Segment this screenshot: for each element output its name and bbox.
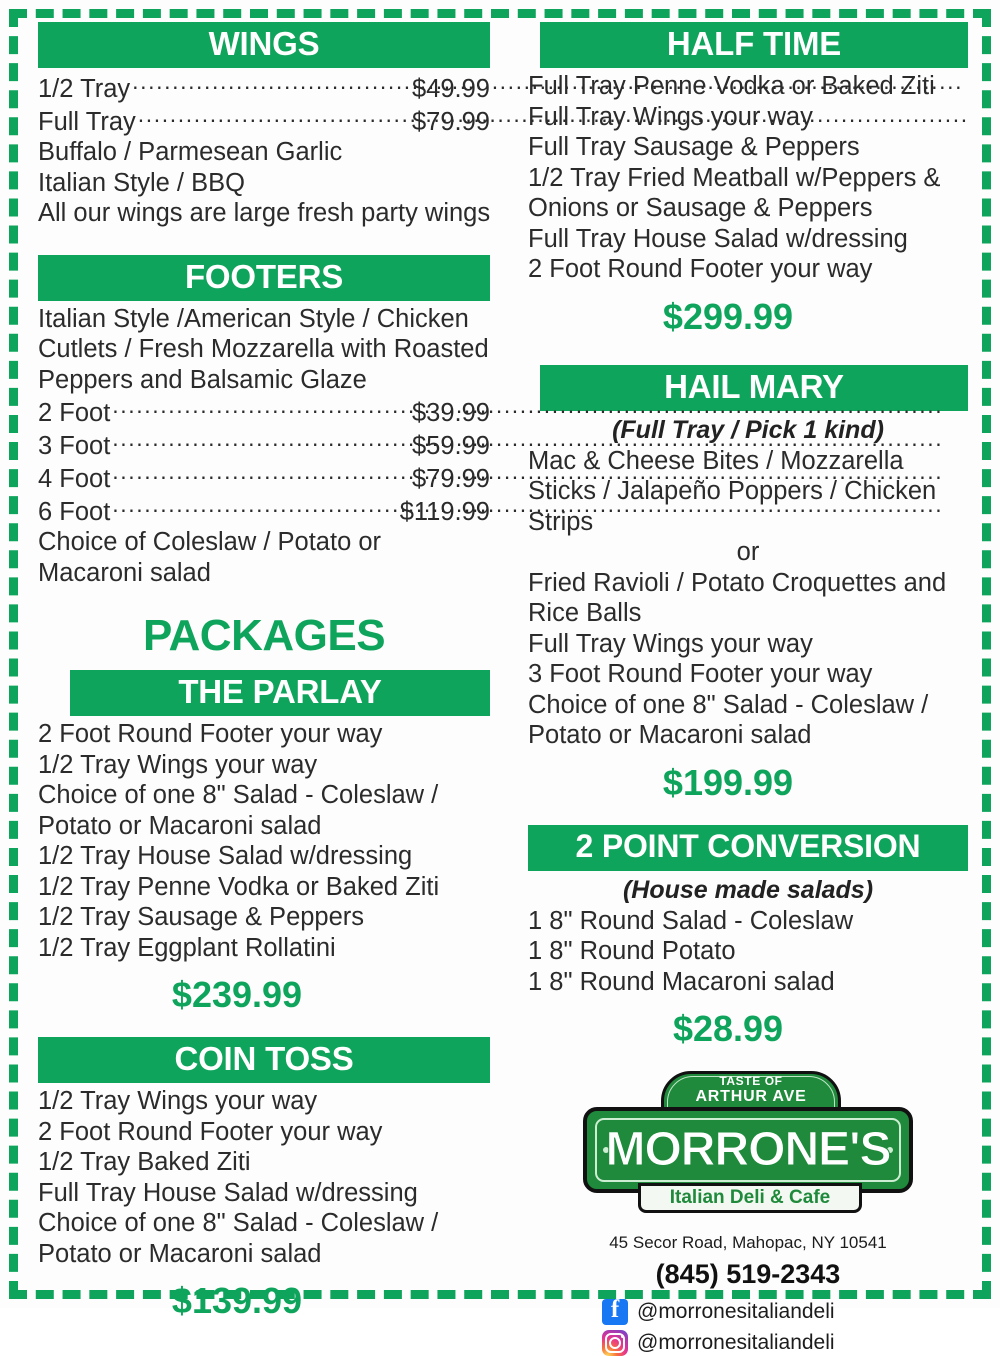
footers-item-price: $39.99	[412, 398, 490, 427]
list-item: 1 8" Round Salad - Coleslaw	[528, 906, 854, 935]
list-item: Fried Ravioli / Potato Croquettes and Rice Balls	[528, 568, 947, 627]
section-footers	[38, 255, 490, 589]
spacer	[38, 229, 490, 255]
hail-mary-price: $199.99	[662, 761, 794, 803]
logo-top-text	[661, 1074, 841, 1106]
the-parlay-price: $239.99	[171, 974, 303, 1015]
list-item: 3 Foot Round Footer your way	[528, 660, 873, 688]
logo-taste-of-line: TASTE OF	[719, 1074, 783, 1088]
list-item: 1/2 Tray Eggplant Rollatini	[38, 933, 336, 962]
list-item: Full Tray House Salad w/dressing	[38, 1178, 418, 1207]
wings-item-name: 1/2 Tray	[38, 74, 131, 103]
footers-item-name: 3 Foot	[38, 431, 111, 460]
section-the-parlay	[38, 670, 490, 1017]
wings-item-name: Full Tray	[38, 107, 136, 136]
footers-price-row	[38, 494, 490, 527]
list-item: 2 Foot Round Footer your way	[528, 255, 873, 283]
footers-item-name: 2 Foot	[38, 398, 111, 427]
footers-choice-list	[38, 527, 490, 588]
hail-mary-header: HAIL MARY	[540, 365, 968, 411]
facebook-handle: @morronesitaliandeli	[637, 1300, 835, 1323]
spacer	[38, 1017, 490, 1037]
two-point-conversion-header: 2 POINT CONVERSION	[528, 825, 968, 871]
list-item: 1/2 Tray Sausage & Peppers	[38, 903, 365, 931]
leader-dots	[138, 104, 411, 130]
instagram-icon	[602, 1330, 628, 1356]
or-separator: or	[736, 538, 760, 566]
list-item: Choice of one 8" Salad - Coleslaw / Potato or Macaroni salad	[38, 1209, 439, 1268]
list-item: 2 Foot Round Footer your way	[38, 720, 383, 748]
section-wings	[38, 22, 490, 229]
list-item: Italian Style / BBQ	[38, 168, 245, 197]
logo-brand-name: MORRONE'S	[605, 1123, 891, 1176]
logo-tagline: Italian Deli & Cafe	[669, 1187, 831, 1208]
list-item: 1/2 Tray Wings your way	[38, 750, 318, 779]
brand-logo-container	[528, 1071, 968, 1223]
list-item: Mac & Cheese Bites / Mozzarella Sticks / Jalapeño Poppers / Chicken Strips	[528, 446, 937, 536]
list-item: 1 8" Round Macaroni salad	[528, 967, 835, 996]
footers-item-price: $119.99	[399, 497, 490, 526]
hail-mary-options-b	[528, 568, 968, 751]
social-links	[528, 1299, 968, 1356]
list-item: All our wings are large fresh party wings	[38, 199, 491, 227]
wings-item-price: $79.99	[412, 107, 490, 136]
list-item: Full Tray Sausage & Peppers	[528, 133, 860, 161]
list-item: Full Tray Wings your way	[528, 102, 813, 131]
section-two-point-conversion	[528, 825, 968, 1052]
half-time-price: $299.99	[662, 295, 794, 337]
wings-description-list	[38, 137, 490, 229]
packages-title: PACKAGES	[142, 611, 386, 660]
coin-toss-list	[38, 1086, 490, 1269]
two-point-conversion-list	[528, 906, 968, 998]
instagram-flash-dot	[621, 1335, 624, 1338]
half-time-header: HALF TIME	[540, 22, 968, 68]
list-item: Italian Style /American Style / Chicken Cutlets / Fresh Mozzarella with Roasted Peppers and Balsamic Glaze	[38, 304, 489, 394]
list-item: Full Tray Penne Vodka or Baked Ziti	[528, 72, 935, 100]
wings-header: WINGS	[38, 22, 490, 68]
list-item: 1/2 Tray Penne Vodka or Baked Ziti	[38, 872, 440, 901]
list-item: 1/2 Tray Fried Meatball w/Peppers & Onions or Sausage & Peppers	[528, 163, 941, 222]
section-coin-toss	[38, 1037, 490, 1323]
spacer	[528, 339, 968, 365]
wings-price-row	[38, 104, 490, 137]
morrones-logo	[583, 1071, 913, 1223]
facebook-icon	[602, 1299, 628, 1325]
wings-item-price: $49.99	[412, 74, 490, 103]
instagram-lens	[609, 1337, 621, 1349]
two-point-conversion-subtitle: (House made salads)	[622, 875, 874, 904]
footers-item-price: $59.99	[412, 431, 490, 460]
instagram-link[interactable]	[602, 1330, 968, 1356]
list-item: 2 Foot Round Footer your way	[38, 1117, 383, 1146]
hail-mary-subtitle: (Full Tray / Pick 1 kind)	[612, 415, 884, 444]
leader-dots	[112, 461, 411, 487]
spacer	[528, 805, 968, 825]
two-point-conversion-price: $28.99	[672, 1008, 784, 1049]
the-parlay-list	[38, 719, 490, 963]
list-item: Buffalo / Parmesean Garlic	[38, 138, 343, 166]
facebook-link[interactable]	[602, 1299, 968, 1325]
right-column	[500, 22, 970, 1354]
list-item: Full Tray Wings your way	[528, 629, 813, 658]
list-item: 1/2 Tray House Salad w/dressing	[38, 842, 413, 870]
footers-item-name: 6 Foot	[38, 497, 111, 526]
logo-arthur-ave-line: ARTHUR AVE	[695, 1088, 807, 1105]
leader-dots	[132, 71, 411, 97]
list-item: Choice of one 8" Salad - Coleslaw / Potato or Macaroni salad	[528, 690, 929, 749]
list-item: 1/2 Tray Baked Ziti	[38, 1148, 251, 1176]
footers-header: FOOTERS	[38, 255, 490, 301]
coin-toss-price: $139.99	[171, 1280, 303, 1321]
coin-toss-header: COIN TOSS	[38, 1037, 490, 1083]
left-column	[30, 22, 500, 1321]
footers-item-name: 4 Foot	[38, 464, 111, 493]
leader-dots	[112, 395, 411, 421]
instagram-handle: @morronesitaliandeli	[637, 1331, 835, 1354]
leader-dots	[112, 428, 411, 454]
store-address: 45 Secor Road, Mahopac, NY 10541	[609, 1233, 887, 1252]
the-parlay-header: THE PARLAY	[70, 670, 490, 716]
list-item: 1 8" Round Potato	[528, 937, 736, 965]
footers-item-price: $79.99	[412, 464, 490, 493]
list-item: Choice of Coleslaw / Potato or Macaroni salad	[38, 528, 382, 587]
list-item: 1/2 Tray Wings your way	[38, 1087, 318, 1115]
store-phone[interactable]: (845) 519-2343	[655, 1259, 841, 1289]
leader-dots	[112, 494, 398, 520]
footers-description-list	[38, 304, 490, 396]
list-item: Full Tray House Salad w/dressing	[528, 224, 908, 253]
list-item: Choice of one 8" Salad - Coleslaw / Potato or Macaroni salad	[38, 781, 439, 840]
